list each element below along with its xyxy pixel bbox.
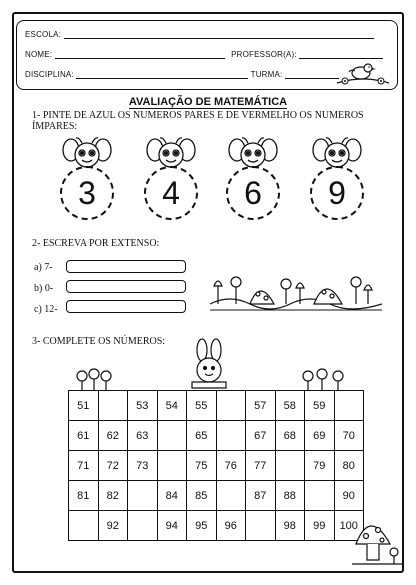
grid-cell: 84: [157, 481, 187, 511]
bunny-icon: [186, 338, 232, 390]
grid-cell: 54: [157, 391, 187, 421]
grid-cell: 87: [246, 481, 276, 511]
q3-title: 3- COMPLETE OS NÚMEROS:: [32, 336, 166, 347]
grid-cell-blank[interactable]: [157, 451, 187, 481]
grid-cell-blank[interactable]: [275, 451, 305, 481]
name-label: NOME:: [25, 50, 53, 59]
grid-cell-blank[interactable]: [128, 511, 158, 541]
number-circle[interactable]: 4: [144, 166, 198, 220]
grid-cell: 77: [246, 451, 276, 481]
answer-box-a[interactable]: [66, 260, 186, 273]
grid-cell-blank[interactable]: [216, 391, 246, 421]
grid-cell: 79: [305, 451, 335, 481]
flowers-icon: [210, 264, 382, 312]
number-grid: [68, 390, 364, 541]
q1-line2: ÍMPARES:: [32, 121, 78, 132]
grid-cell: 82: [98, 481, 128, 511]
bee-icon: [146, 136, 196, 170]
number-circle[interactable]: 9: [310, 166, 364, 220]
grid-cell: 53: [128, 391, 158, 421]
grid-cell: 73: [128, 451, 158, 481]
grid-row: [69, 391, 364, 421]
number-circle[interactable]: 3: [60, 166, 114, 220]
grid-cell: 95: [187, 511, 217, 541]
grid-cell: 63: [128, 421, 158, 451]
grid-cell: 65: [187, 421, 217, 451]
subject-input-line[interactable]: [76, 69, 248, 79]
q2-title: 2- ESCREVA POR EXTENSO:: [32, 238, 160, 249]
grid-cell-blank[interactable]: [334, 391, 364, 421]
grid-cell: 90: [334, 481, 364, 511]
teacher-label: PROFESSOR(A):: [231, 50, 297, 59]
school-label: ESCOLA:: [25, 30, 62, 39]
grid-cell-blank[interactable]: [216, 481, 246, 511]
grid-cell: 57: [246, 391, 276, 421]
answer-box-c[interactable]: [66, 300, 186, 313]
name-input-line[interactable]: [55, 49, 225, 59]
grid-cell-blank[interactable]: [69, 511, 99, 541]
grid-row: [69, 451, 364, 481]
grid-cell: 94: [157, 511, 187, 541]
header-box: [16, 20, 398, 90]
grid-cell: 69: [305, 421, 335, 451]
grid-row: [69, 421, 364, 451]
grid-cell: 61: [69, 421, 99, 451]
grid-cell: 51: [69, 391, 99, 421]
class-input-line[interactable]: [285, 69, 339, 79]
grid-cell-blank[interactable]: [305, 481, 335, 511]
school-input-line[interactable]: [64, 29, 374, 39]
grid-row: [69, 481, 364, 511]
grid-cell: 99: [305, 511, 335, 541]
grid-cell-blank[interactable]: [246, 511, 276, 541]
grid-cell: 67: [246, 421, 276, 451]
number-circle[interactable]: 6: [226, 166, 280, 220]
bee-icon: [228, 136, 278, 170]
grid-cell: 92: [98, 511, 128, 541]
name-line: [25, 49, 383, 59]
grid-cell: 59: [305, 391, 335, 421]
flowers-icon: [74, 366, 116, 392]
grid-cell-blank[interactable]: [98, 391, 128, 421]
grid-cell-blank[interactable]: [128, 481, 158, 511]
grid-cell: 96: [216, 511, 246, 541]
answer-box-b[interactable]: [66, 280, 186, 293]
q2-item-a: a) 7-: [34, 262, 53, 273]
grid-cell: 80: [334, 451, 364, 481]
q2-item-c: c) 12-: [34, 304, 58, 315]
subject-line: [25, 69, 339, 79]
grid-cell: 88: [275, 481, 305, 511]
bird-icon: [335, 57, 391, 87]
grid-cell: 76: [216, 451, 246, 481]
grid-cell: 81: [69, 481, 99, 511]
q2-item-b: b) 0-: [34, 283, 54, 294]
grid-row: [69, 511, 364, 541]
grid-cell: 62: [98, 421, 128, 451]
grid-cell: 75: [187, 451, 217, 481]
class-label: TURMA:: [250, 70, 283, 79]
grid-cell: 68: [275, 421, 305, 451]
bee-icon: [62, 136, 112, 170]
grid-cell-blank[interactable]: [157, 421, 187, 451]
grid-cell-blank[interactable]: [216, 421, 246, 451]
school-line: [25, 29, 374, 39]
flowers-icon: [300, 366, 352, 392]
page-title: AVALIAÇÃO DE MATEMÁTICA: [128, 96, 288, 108]
question-1: [32, 110, 364, 132]
grid-cell: 58: [275, 391, 305, 421]
grid-cell: 55: [187, 391, 217, 421]
grid-cell: 72: [98, 451, 128, 481]
grid-cell: 100: [334, 511, 364, 541]
grid-cell: 71: [69, 451, 99, 481]
grid-cell: 70: [334, 421, 364, 451]
bee-icon: [312, 136, 362, 170]
grid-cell: 85: [187, 481, 217, 511]
grid-cell: 98: [275, 511, 305, 541]
subject-label: DISCIPLINA:: [25, 70, 74, 79]
mushroom-icon: [352, 514, 402, 566]
q1-line1: 1- PINTE DE AZUL OS NUMEROS PARES E DE VERMELHO OS NUMEROS: [32, 110, 364, 121]
